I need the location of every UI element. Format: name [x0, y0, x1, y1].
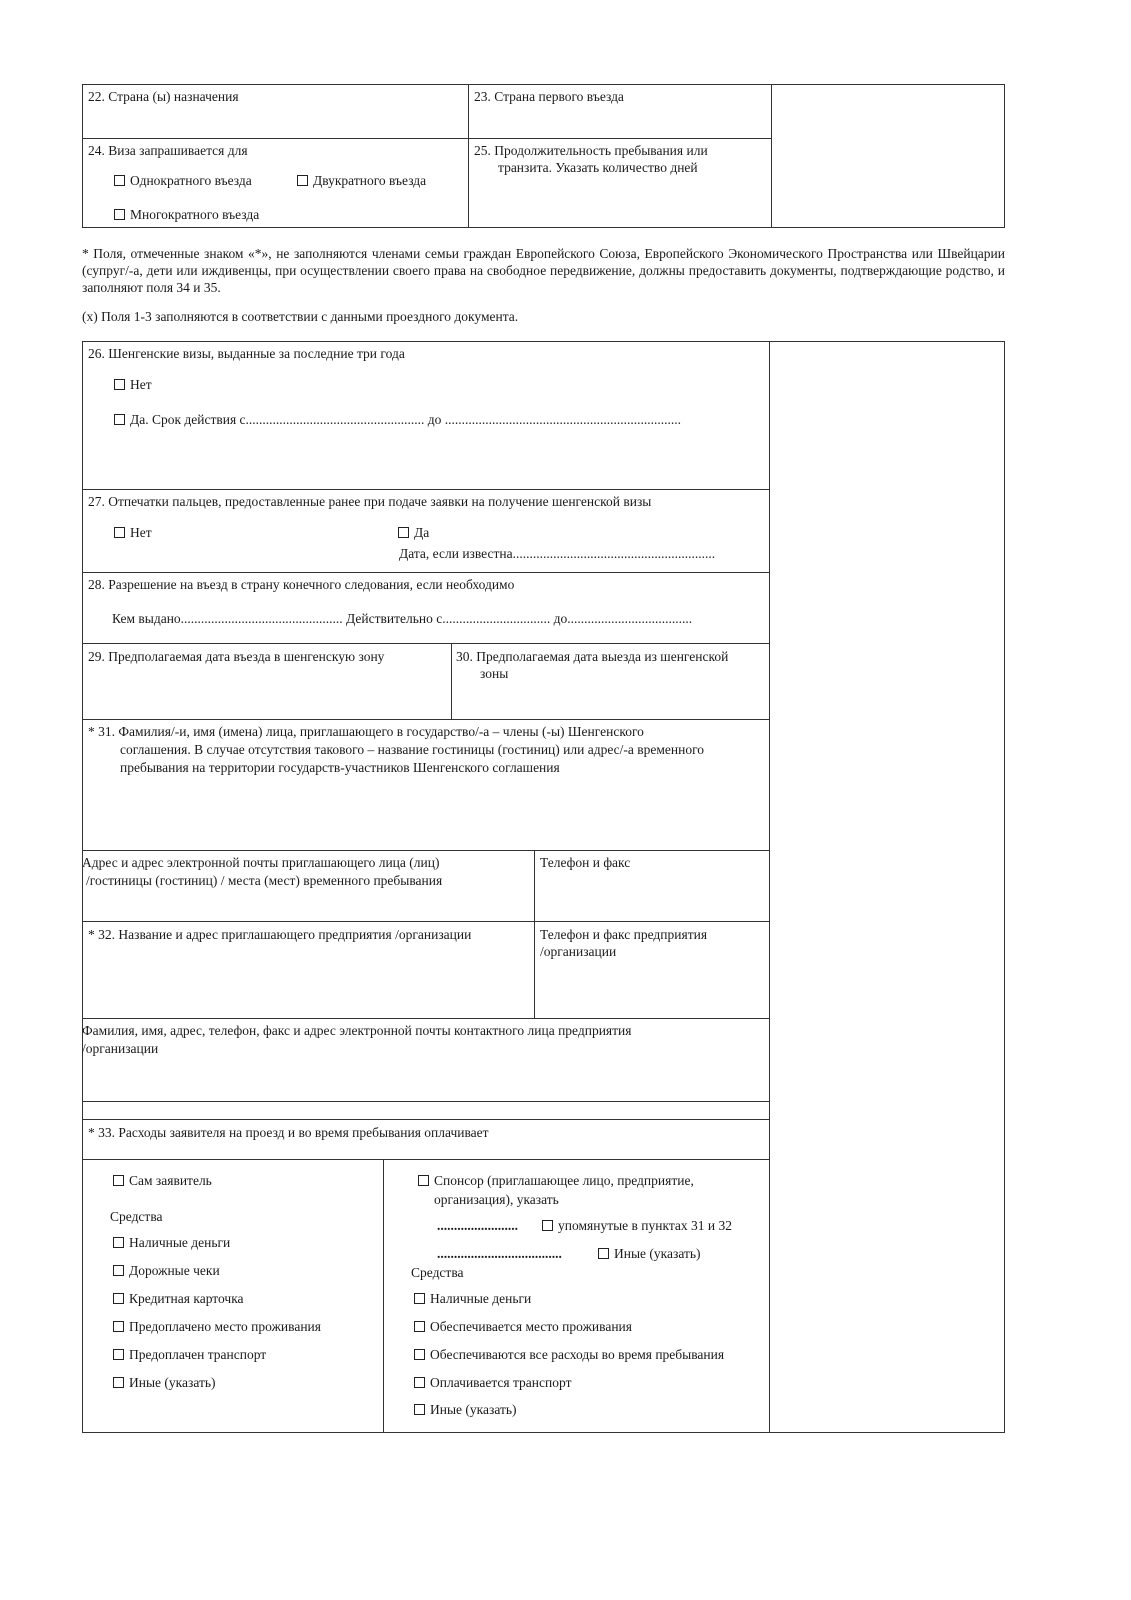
sponsor-mentioned-checkbox[interactable]: [542, 1220, 553, 1231]
fingerprints-date-field[interactable]: Дата, если известна............................................................: [399, 546, 716, 561]
self-cash-checkbox[interactable]: [113, 1237, 124, 1248]
fingerprints-yes-label: Да: [414, 525, 430, 540]
sponsor-means-option[interactable]: [414, 1290, 531, 1307]
field-32-label: * 32. Название и адрес приглашающего предприятия /организации: [88, 927, 472, 942]
visa-single-label: Однократного въезда: [130, 173, 252, 188]
visa-single-checkbox[interactable]: [114, 175, 125, 186]
field-29-label: 29. Предполагаемая дата въезда в шенгенскую зону: [88, 649, 385, 664]
sponsor-means-heading: Средства: [411, 1265, 464, 1280]
visa-multi-option[interactable]: [114, 206, 259, 223]
payer-sponsor-label-line2: организация), указать: [434, 1192, 559, 1207]
host-phone-label: Телефон и факс: [540, 855, 631, 870]
row-line-27-28: [82, 572, 769, 573]
field-28-label: 28. Разрешение на въезд в страну конечного следования, если необходимо: [88, 577, 515, 592]
row-line-spacer-33: [82, 1119, 769, 1120]
payer-self-checkbox[interactable]: [113, 1175, 124, 1186]
row-line-contact-spacer: [82, 1101, 769, 1102]
fingerprints-no-checkbox[interactable]: [114, 527, 125, 538]
field-25-label-line2: транзита. Указать количество дней: [498, 160, 698, 175]
sponsor-dots-1[interactable]: ........................: [437, 1218, 518, 1233]
host-address-label-line1: Адрес и адрес электронной почты приглашающего лица (лиц): [82, 855, 440, 870]
field-30-label-line1: 30. Предполагаемая дата выезда из шенгенской: [456, 649, 729, 664]
row-line-29-31: [82, 719, 769, 720]
self-credit-card-label: Кредитная карточка: [129, 1291, 244, 1306]
self-means-option[interactable]: [113, 1290, 244, 1307]
field-30-label-line2: зоны: [480, 666, 509, 681]
schengen-no-label: Нет: [130, 377, 152, 392]
divider-29-30: [451, 643, 452, 719]
row-line-address-32: [82, 921, 769, 922]
row-line-31-address: [82, 850, 769, 851]
self-prepaid-accommodation-checkbox[interactable]: [113, 1321, 124, 1332]
fingerprints-yes-checkbox[interactable]: [398, 527, 409, 538]
fingerprints-no-label: Нет: [130, 525, 152, 540]
sponsor-transport-checkbox[interactable]: [414, 1377, 425, 1388]
sponsor-all-costs-label: Обеспечиваются все расходы во время пребывания: [430, 1347, 725, 1362]
self-means-heading: Средства: [110, 1209, 163, 1224]
field-31-label-line2: соглашения. В случае отсутствия такового – название гостиницы (гостиниц) или адрес/-а временного: [120, 742, 705, 757]
payer-self-option[interactable]: [113, 1172, 212, 1189]
top-divider-right: [771, 84, 772, 228]
divider-address-phone: [534, 850, 535, 1018]
schengen-no-checkbox[interactable]: [114, 379, 125, 390]
sponsor-cash-label: Наличные деньги: [430, 1291, 532, 1306]
field-33-label: * 33. Расходы заявителя на проезд и во время пребывания оплачивает: [88, 1125, 489, 1140]
schengen-no-option[interactable]: [114, 376, 152, 393]
field-22-label: 22. Страна (ы) назначения: [88, 89, 239, 104]
company-phone-label-line2: /организации: [540, 944, 617, 959]
sponsor-mentioned-label: упомянутые в пунктах 31 и 32: [558, 1218, 733, 1233]
sponsor-other-option[interactable]: [598, 1245, 701, 1262]
self-prepaid-accommodation-label: Предоплачено место проживания: [129, 1319, 321, 1334]
payer-sponsor-option[interactable]: [418, 1172, 694, 1189]
self-prepaid-transport-checkbox[interactable]: [113, 1349, 124, 1360]
host-address-label-line2: /гостиницы (гостиниц) / места (мест) временного пребывания: [86, 873, 443, 888]
schengen-yes-checkbox[interactable]: [114, 414, 125, 425]
field-31-label-line3: пребывания на территории государств-участников Шенгенского соглашения: [120, 760, 560, 775]
field-26-label: 26. Шенгенские визы, выданные за последние три года: [88, 346, 405, 361]
row-line-32-contact: [82, 1018, 769, 1019]
self-travellers-cheques-checkbox[interactable]: [113, 1265, 124, 1276]
sponsor-means-option[interactable]: [414, 1401, 517, 1418]
field-27-label: 27. Отпечатки пальцев, предоставленные ранее при подаче заявки на получение шенгенской визы: [88, 494, 652, 509]
contact-person-label-line2: /организации: [82, 1041, 159, 1056]
self-cash-label: Наличные деньги: [129, 1235, 231, 1250]
sponsor-other-checkbox[interactable]: [598, 1248, 609, 1259]
field-23-label: 23. Страна первого въезда: [474, 89, 624, 104]
main-divider-right: [769, 341, 770, 1433]
company-phone-label-line1: Телефон и факс предприятия: [540, 927, 708, 942]
visa-double-option[interactable]: [297, 172, 426, 189]
entry-permit-line[interactable]: Кем выдано................................................ Действительно с................................ до.....................................: [112, 611, 693, 626]
sponsor-other-means-label: Иные (указать): [430, 1402, 517, 1417]
top-divider-middle: [468, 84, 469, 228]
sponsor-transport-label: Оплачивается транспорт: [430, 1375, 572, 1390]
visa-multi-label: Многократного въезда: [130, 207, 260, 222]
sponsor-cash-checkbox[interactable]: [414, 1293, 425, 1304]
self-means-option[interactable]: [113, 1262, 220, 1279]
schengen-yes-option[interactable]: [114, 411, 681, 428]
row-line-28-29: [82, 643, 769, 644]
self-prepaid-transport-label: Предоплачен транспорт: [129, 1347, 267, 1362]
top-divider-row: [82, 138, 771, 139]
sponsor-mentioned-option[interactable]: [542, 1217, 732, 1234]
visa-single-option[interactable]: [114, 172, 252, 189]
self-travellers-cheques-label: Дорожные чеки: [129, 1263, 220, 1278]
row-line-26-27: [82, 489, 769, 490]
sponsor-means-option[interactable]: [414, 1346, 724, 1363]
fingerprints-yes-option[interactable]: [398, 524, 429, 541]
self-means-option[interactable]: [113, 1346, 266, 1363]
sponsor-means-option[interactable]: [414, 1318, 632, 1335]
divider-33-columns: [383, 1159, 384, 1433]
self-means-option[interactable]: [113, 1234, 230, 1251]
sponsor-other-means-checkbox[interactable]: [414, 1404, 425, 1415]
sponsor-dots-2[interactable]: .....................................: [437, 1246, 562, 1261]
sponsor-other-label: Иные (указать): [614, 1246, 701, 1261]
self-other-label: Иные (указать): [129, 1375, 216, 1390]
visa-double-label: Двукратного въезда: [313, 173, 427, 188]
field-25-label-line1: 25. Продолжительность пребывания или: [474, 143, 708, 158]
sponsor-accommodation-checkbox[interactable]: [414, 1321, 425, 1332]
sponsor-all-costs-checkbox[interactable]: [414, 1349, 425, 1360]
row-line-33-options: [82, 1159, 769, 1160]
star-note: * Поля, отмеченные знаком «*», не заполняются членами семьи граждан Европейского Союза, Европейского Экономического Пространства или Швейцарии (супруг/-а, дети или иждивенцы, при осуществлении своего права на свободное передвижение, должны предоставить документы, подтверждающие родство, и заполняют поля 34 и 35.: [82, 246, 1005, 295]
payer-sponsor-checkbox[interactable]: [418, 1175, 429, 1186]
self-means-option[interactable]: [113, 1374, 216, 1391]
sponsor-accommodation-label: Обеспечивается место проживания: [430, 1319, 632, 1334]
fingerprints-no-option[interactable]: [114, 524, 152, 541]
self-credit-card-checkbox[interactable]: [113, 1293, 124, 1304]
x-note: (x) Поля 1-3 заполняются в соответствии с данными проездного документа.: [82, 309, 519, 324]
visa-multi-checkbox[interactable]: [114, 209, 125, 220]
schengen-yes-label: Да. Срок действия с..................................................... до ......................................................................: [130, 412, 682, 427]
contact-person-label-line1: Фамилия, имя, адрес, телефон, факс и адрес электронной почты контактного лица предприятия: [82, 1023, 632, 1038]
payer-self-label: Сам заявитель: [129, 1173, 212, 1188]
payer-sponsor-label: Спонсор (приглашающее лицо, предприятие,: [434, 1173, 694, 1188]
self-means-option[interactable]: [113, 1318, 321, 1335]
visa-double-checkbox[interactable]: [297, 175, 308, 186]
field-31-label-line1: * 31. Фамилия/-и, имя (имена) лица, приглашающего в государство/-а – члены (-ы) Шенгенского: [88, 724, 644, 739]
self-other-checkbox[interactable]: [113, 1377, 124, 1388]
sponsor-means-option[interactable]: [414, 1374, 571, 1391]
field-24-label: 24. Виза запрашивается для: [88, 143, 248, 158]
